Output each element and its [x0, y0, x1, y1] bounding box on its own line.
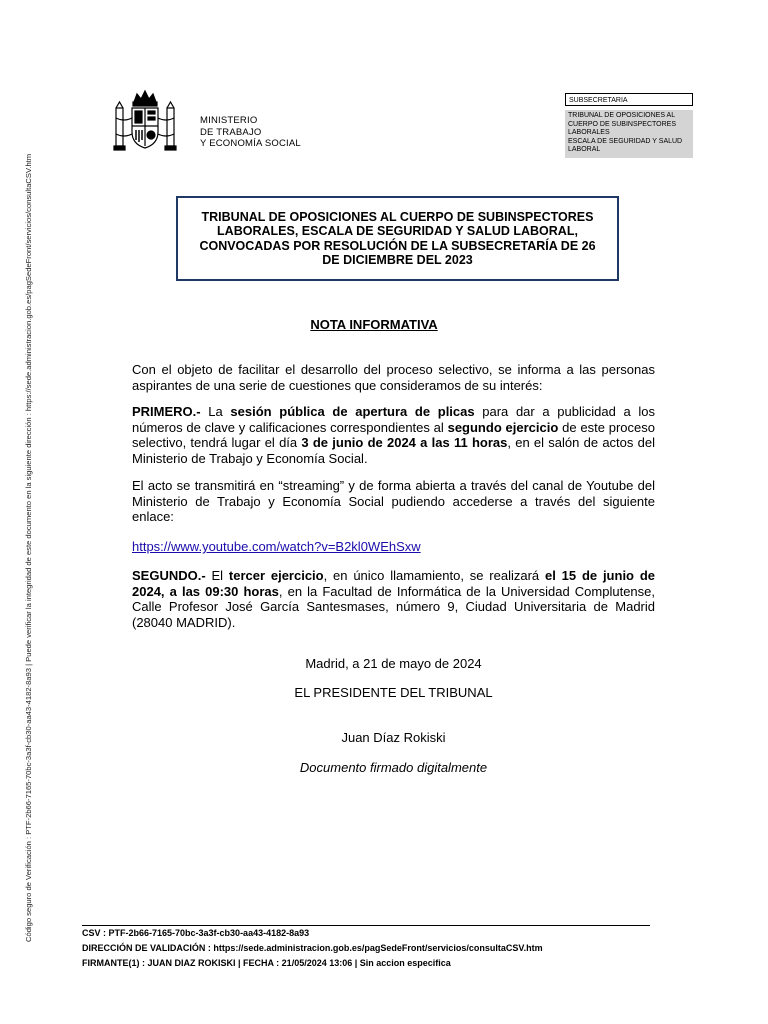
subsecretaria-box: SUBSECRETARIA	[565, 93, 693, 106]
section-heading: NOTA INFORMATIVA	[310, 317, 438, 332]
signed-note: Documento firmado digitalmente	[299, 760, 488, 775]
text: El	[205, 568, 229, 583]
primero-paragraph	[132, 404, 655, 466]
bold-text: tercer ejercicio	[228, 568, 324, 583]
tribunal-header-line: CUERPO DE SUBINSPECTORES	[568, 120, 677, 128]
text: para dar a publicidad a los números de clave y calificaciones correspondientes al	[132, 404, 655, 435]
tribunal-header-line: LABORALES	[568, 129, 610, 137]
segundo-paragraph	[132, 568, 655, 630]
coat-of-arms-logo	[112, 88, 178, 156]
intro-paragraph: Con el objeto de facilitar el desarrollo del proceso selectivo, se informa a las personas aspirantes de una serie de cuestiones que consideramos de su interés:	[132, 362, 655, 393]
footer-validation: DIRECCIÓN DE VALIDACIÓN : https://sede.administracion.gob.es/pagSedeFront/servicios/consultaCSV.htm	[82, 943, 543, 953]
ministry-line: MINISTERIO	[200, 115, 258, 126]
document-title: TRIBUNAL DE OPOSICIONES AL CUERPO DE SUBINSPECTORES LABORALES, ESCALA DE SEGURIDAD Y SALUD LABORAL, CONVOCADAS POR RESOLUCIÓN DE LA SUBSECRETARÍA DE 26 DE DICIEMBRE DEL 2023	[199, 209, 596, 267]
footer-signer: FIRMANTE(1) : JUAN DIAZ ROKISKI | FECHA : 21/05/2024 13:06 | Sin accion especifica	[82, 958, 451, 968]
signer-name: Juan Díaz Rokiski	[341, 730, 446, 745]
signer-title: EL PRESIDENTE DEL TRIBUNAL	[294, 685, 493, 700]
youtube-link[interactable]: https://www.youtube.com/watch?v=B2kl0WEhSxw	[132, 539, 421, 554]
bold-text: segundo ejercicio	[447, 419, 559, 435]
streaming-paragraph: El acto se transmitirá en “streaming” y de forma abierta a través del canal de Youtube del Ministerio de Trabajo y Economía Social pudiendo accederse a través del siguiente enlace:	[132, 478, 655, 524]
ministry-name	[200, 115, 301, 150]
footer-csv: CSV : PTF-2b66-7165-70bc-3a3f-cb30-aa43-4182-8a93	[82, 928, 310, 938]
text: , en único llamamiento, se realizará	[323, 568, 545, 583]
tribunal-header-line: TRIBUNAL DE OPOSICIONES AL	[568, 112, 676, 119]
text: de este proceso selectivo, tendrá lugar el día	[132, 419, 655, 450]
bold-text: el 15 de junio de 2024, a las 09:30 horas	[132, 568, 655, 599]
tribunal-header-box	[565, 110, 693, 158]
tribunal-header-line: ESCALA DE SEGURIDAD Y SALUD	[568, 137, 683, 145]
verification-text: Código seguro de Verificación : PTF-2b66-7165-70bc-3a3f-cb30-aa43-4182-8a93 | Puede verificar la integridad de este documento en la siguiente dirección : https://sede.administracion.gob.es/pagSedeFront/servicios/consultaCSV.htm	[24, 153, 33, 942]
text: , en la Facultad de Informática de la Universidad Complutense, Calle Profesor José García Santesmases, número 9, Ciudad Universitaria de Madrid (28040 MADRID).	[132, 583, 655, 630]
tribunal-header-line: LABORAL	[568, 146, 601, 154]
document-title-box	[176, 196, 619, 281]
link-paragraph	[132, 539, 655, 555]
date-line: Madrid, a 21 de mayo de 2024	[305, 656, 482, 671]
segundo-label: SEGUNDO.-	[132, 568, 206, 583]
text: La	[200, 404, 231, 419]
bold-text: sesión pública de apertura de plicas	[230, 404, 475, 419]
primero-label: PRIMERO.-	[132, 404, 201, 419]
text: , en el salón de actos del Ministerio de Trabajo y Economía Social.	[132, 435, 655, 466]
ministry-line: Y ECONOMÍA SOCIAL	[200, 138, 301, 149]
bold-text: 3 de junio de 2024 a las 11 horas	[301, 435, 508, 450]
ministry-line: DE TRABAJO	[200, 126, 262, 138]
